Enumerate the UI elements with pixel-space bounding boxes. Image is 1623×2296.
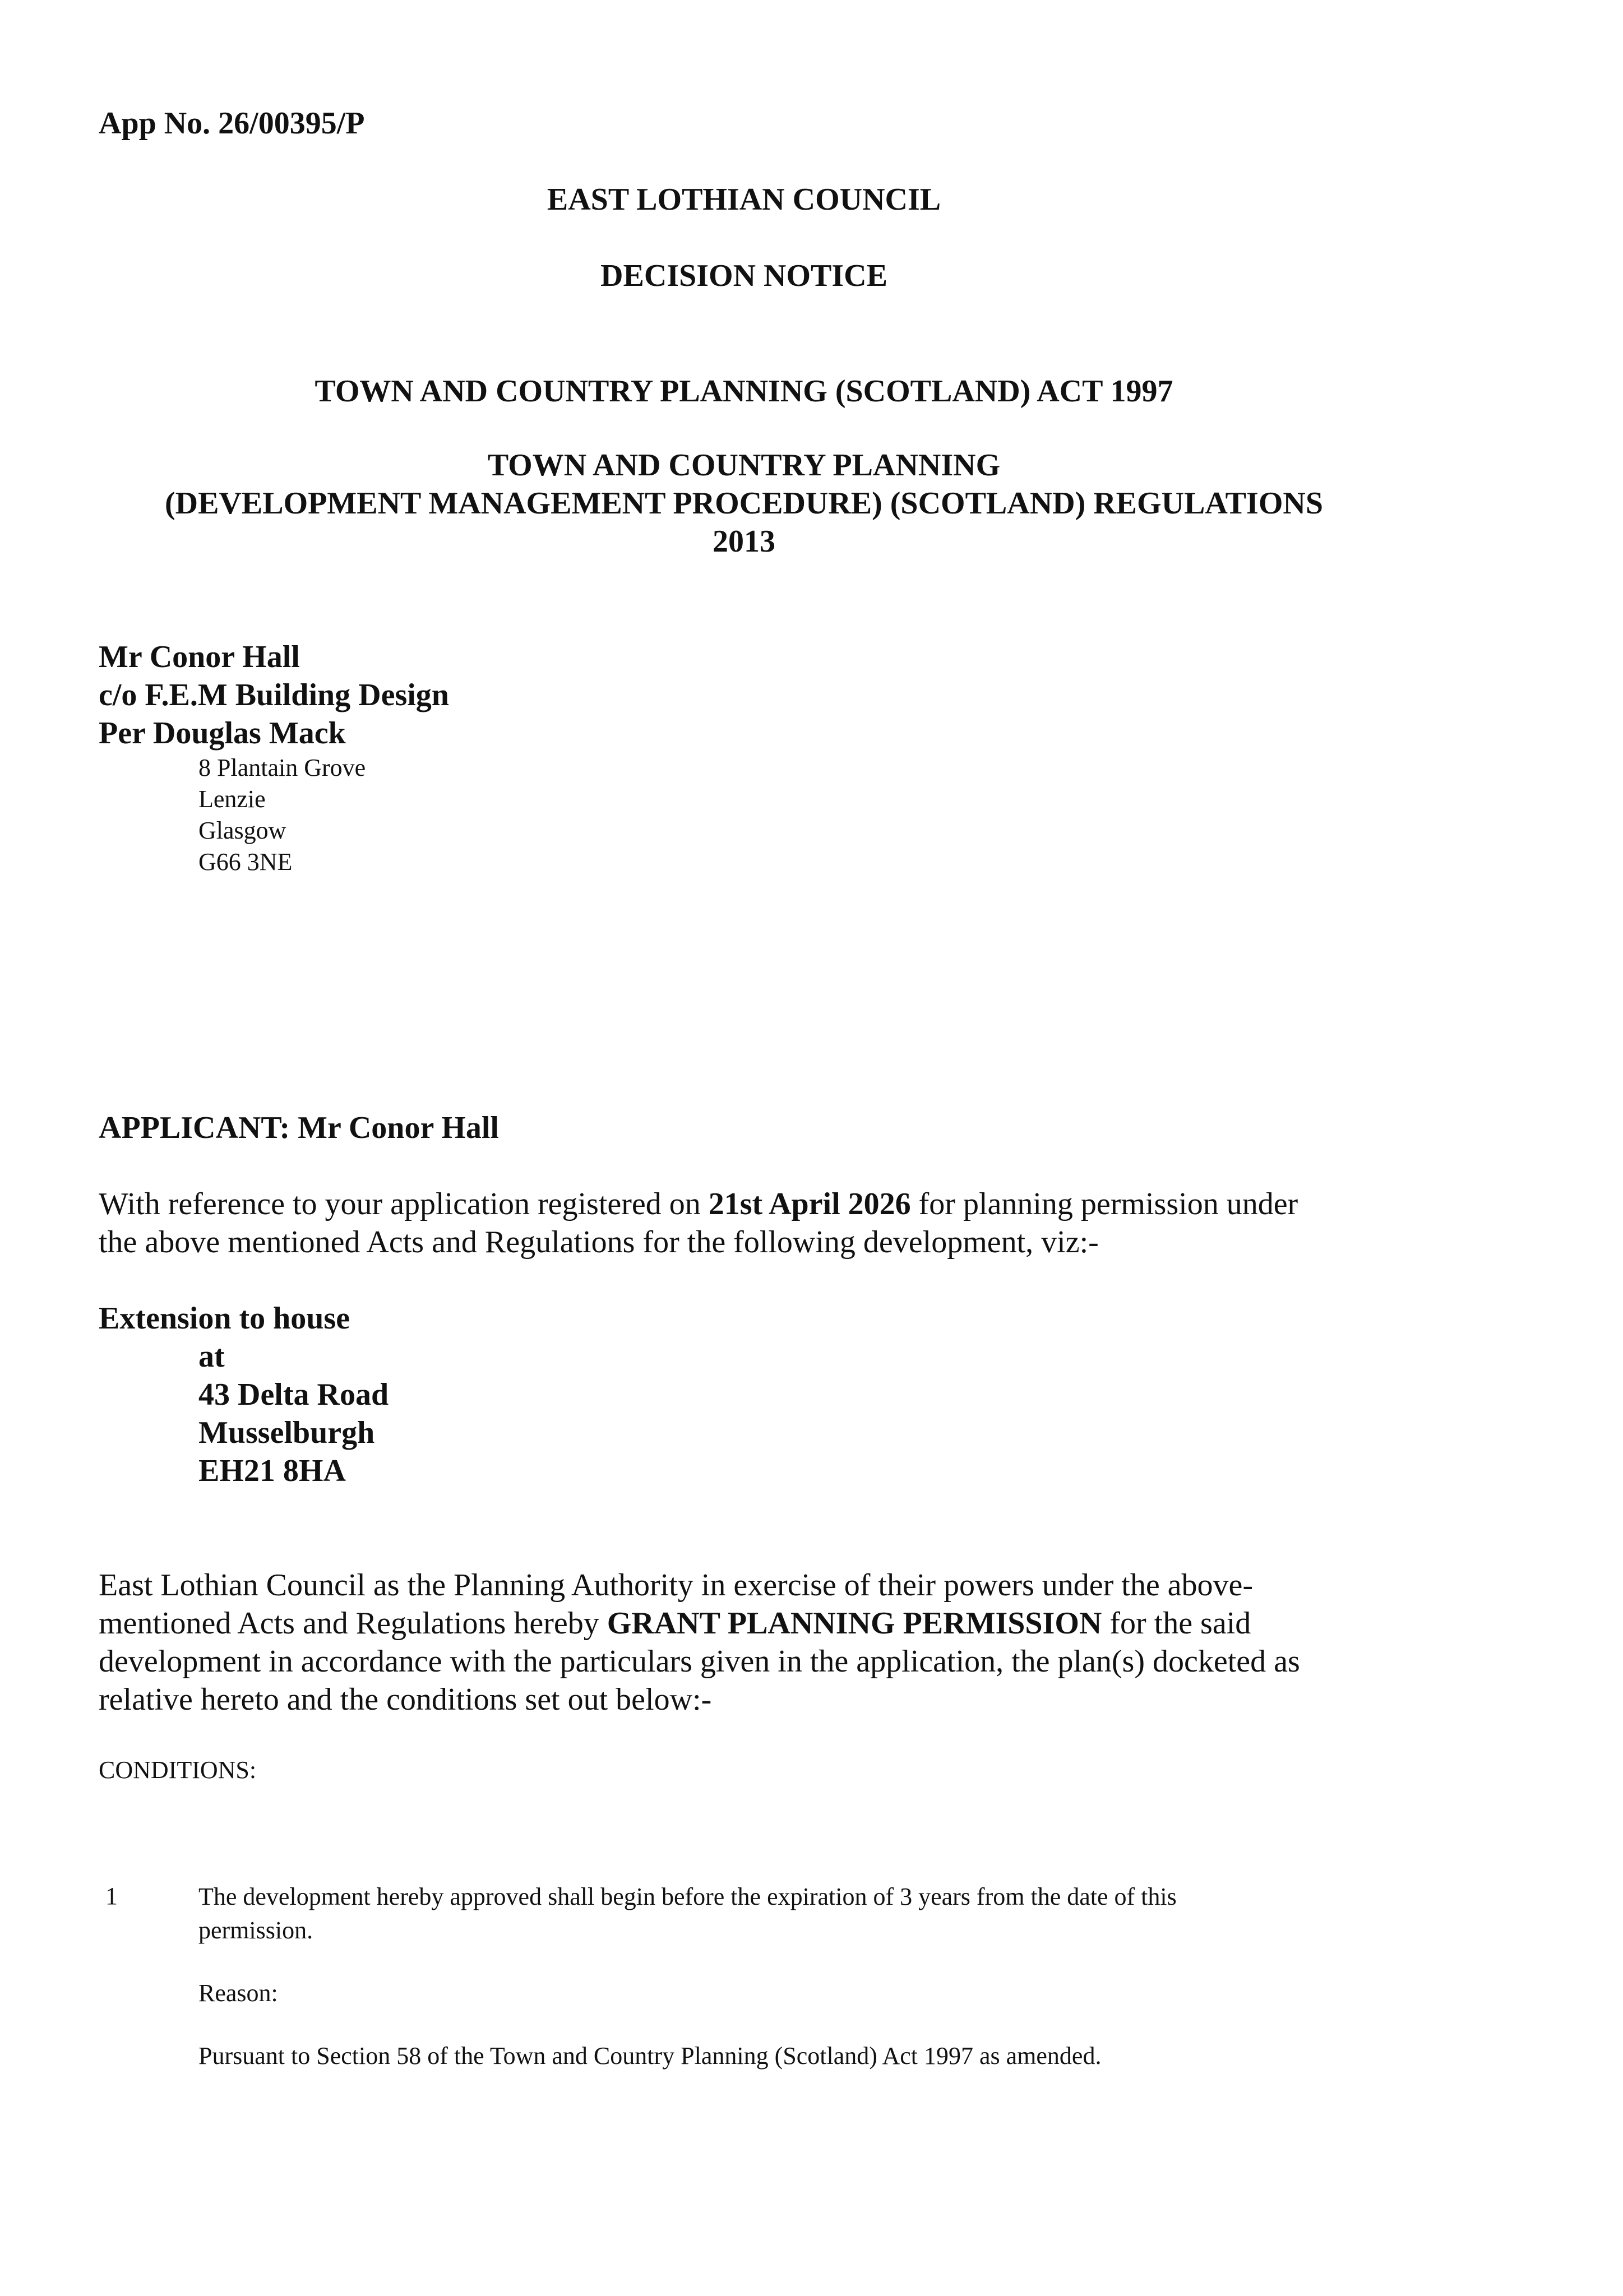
- grant-paragraph: [99, 1566, 1433, 1719]
- site-address-line: 43 Delta Road: [198, 1377, 389, 1412]
- regulations-line-2: (DEVELOPMENT MANAGEMENT PROCEDURE) (SCOTLAND) REGULATIONS: [165, 486, 1323, 521]
- grant-decision: GRANT PLANNING PERMISSION: [607, 1606, 1102, 1641]
- recipient-name: Mr Conor Hall: [99, 640, 300, 674]
- registration-date: 21st April 2026: [708, 1187, 911, 1221]
- recipient-per: Per Douglas Mack: [99, 716, 346, 751]
- spacer: [198, 1947, 1331, 1976]
- development-at: at: [198, 1339, 225, 1374]
- conditions-heading: CONDITIONS:: [99, 1756, 257, 1784]
- condition-text-line-1: The development hereby approved shall begin before the expiration of 3 years from the date of this: [198, 1883, 1177, 1910]
- site-address-line: EH21 8HA: [198, 1453, 346, 1488]
- grant-line-1: East Lothian Council as the Planning Authority in exercise of their powers under the above-: [99, 1568, 1254, 1603]
- regulations-line-3: 2013: [713, 524, 775, 559]
- reference-pre: With reference to your application registered on: [99, 1187, 709, 1221]
- council-name: EAST LOTHIAN COUNCIL: [547, 182, 941, 217]
- condition-reason-label: Reason:: [198, 1979, 278, 2007]
- condition-number: 1: [105, 1882, 118, 1910]
- grant-line-3: development in accordance with the particulars given in the application, the plan(s) docketed as: [99, 1644, 1300, 1679]
- regulations-line-1: TOWN AND COUNTRY PLANNING: [487, 448, 1001, 483]
- spacer: [198, 2010, 1331, 2039]
- address-line: Lenzie: [198, 785, 266, 813]
- site-address-line: Musselburgh: [198, 1415, 375, 1450]
- application-number: App No. 26/00395/P: [99, 106, 365, 141]
- condition-reason-text: Pursuant to Section 58 of the Town and Country Planning (Scotland) Act 1997 as amended.: [198, 2042, 1102, 2070]
- reference-line-2: the above mentioned Acts and Regulations for the following development, viz:-: [99, 1225, 1099, 1260]
- condition-text-line-2: permission.: [198, 1917, 313, 1944]
- development-title: Extension to house: [99, 1301, 350, 1336]
- condition-body: [198, 1880, 1331, 2073]
- grant-line-2: [99, 1604, 1433, 1642]
- recipient-care-of: c/o F.E.M Building Design: [99, 678, 449, 712]
- notice-title: DECISION NOTICE: [600, 258, 887, 293]
- grant-line-4: relative hereto and the conditions set out below:-: [99, 1682, 712, 1717]
- reference-paragraph: [99, 1185, 1433, 1261]
- grant-line-2-pre: mentioned Acts and Regulations hereby: [99, 1606, 607, 1641]
- grant-line-2-post: for the said: [1102, 1606, 1251, 1641]
- reference-line-1: [99, 1185, 1433, 1223]
- reference-post: for planning permission under: [910, 1187, 1298, 1221]
- act-title: TOWN AND COUNTRY PLANNING (SCOTLAND) ACT 1997: [315, 374, 1173, 409]
- address-line: G66 3NE: [198, 848, 293, 876]
- address-line: Glasgow: [198, 817, 286, 844]
- recipient-address: [198, 752, 366, 878]
- applicant-line: APPLICANT: Mr Conor Hall: [99, 1110, 499, 1145]
- address-line: 8 Plantain Grove: [198, 754, 366, 781]
